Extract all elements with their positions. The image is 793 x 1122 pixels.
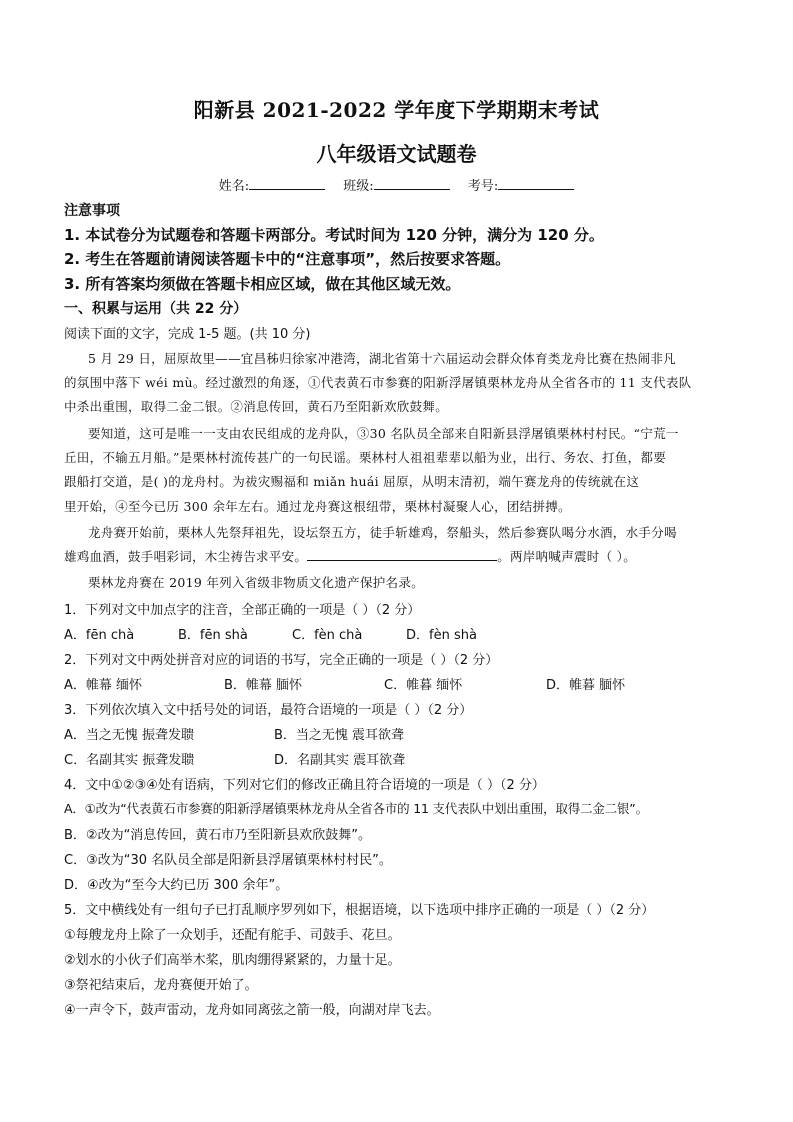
passage-text: 雄鸡血酒，鼓手唱彩词，木尘祷告求平安。 bbox=[64, 549, 308, 564]
class-label: 班级: bbox=[343, 179, 374, 194]
option-c: C．③改为“30 名队员全部是阳新县浮屠镇栗林村村民”。 bbox=[64, 853, 392, 868]
exam-subtitle: 八年级语文试题卷 bbox=[316, 142, 477, 166]
option-c: C．帷暮 缅怀 bbox=[384, 678, 463, 693]
option-c: C．名副其实 振聋发聩 bbox=[64, 753, 195, 768]
sentence-item: ③祭祀结束后，龙舟赛便开始了。 bbox=[64, 978, 258, 993]
option-b: B．帷幕 腼怀 bbox=[224, 678, 303, 693]
option-d: D．帷暮 腼怀 bbox=[546, 678, 626, 693]
note-item: 3. 所有答案均须做在答题卡相应区域，做在其他区域无效。 bbox=[64, 275, 461, 293]
section-instruction: 阅读下面的文字，完成 1-5 题。(共 10 分) bbox=[64, 327, 311, 342]
option-c: C．fèn chà bbox=[292, 628, 363, 643]
passage-line: 要知道，这可是唯一一支由农民组成的龙舟队，③30 名队员全部来自阳新县浮屠镇栗林村村民。“宁荒一 bbox=[88, 426, 679, 441]
option-b: B．fēn shà bbox=[178, 628, 248, 643]
passage-line bbox=[64, 547, 753, 565]
exam-title: 阳新县 2021-2022 学年度下学期期末考试 bbox=[193, 98, 600, 122]
note-item: 1. 本试卷分为试题卷和答题卡两部分。考试时间为 120 分钟，满分为 120 分。 bbox=[64, 226, 604, 244]
passage-line: 跟船打交道，是( )的龙舟村。为祓灾赐福和 miǎn huái 屈原，从明末清初，端午赛龙舟的传统就在这 bbox=[64, 474, 640, 489]
option-d: D．fèn shà bbox=[406, 628, 477, 643]
question-stem: 4．文中①②③④处有语病，下列对它们的修改正确且符合语境的一项是（ ）（2 分） bbox=[64, 778, 545, 793]
student-info-row bbox=[0, 175, 793, 194]
section-heading: 一、积累与运用（共 22 分） bbox=[64, 301, 248, 317]
option-a: A．①改为“代表黄石市参赛的阳新浮屠镇栗林龙舟从全省各市的 11 支代表队中划出重围，取得二金二银”。 bbox=[64, 801, 648, 816]
class-blank bbox=[374, 177, 450, 190]
sentence-item: ①每艘龙舟上除了一众划手，还配有舵手、司鼓手、花旦。 bbox=[64, 928, 401, 943]
note-item: 2. 考生在答题前请阅读答题卡中的“注意事项”，然后按要求答题。 bbox=[64, 250, 511, 268]
option-b: B．②改为“消息传回，黄石市乃至阳新县欢欣鼓舞”。 bbox=[64, 828, 372, 843]
exam-no-blank bbox=[498, 177, 574, 190]
question-stem: 1．下列对文中加点字的注音，全部正确的一项是（ ）（2 分） bbox=[64, 603, 421, 618]
sentence-item: ②划水的小伙子们高举木桨，肌肉绷得紧紧的，力量十足。 bbox=[64, 953, 401, 968]
option-a: A．帷幕 缅怀 bbox=[64, 678, 143, 693]
fill-in-blank bbox=[307, 549, 497, 561]
passage-line: 5 月 29 日，屈原故里——宜昌秭归徐家冲港湾，湖北省第十六届运动会群众体育类龙舟比赛在热闹非凡 bbox=[88, 351, 676, 366]
passage-line: 栗林龙舟赛在 2019 年列入省级非物质文化遗产保护名录。 bbox=[88, 575, 424, 590]
passage-line: 里开始，④至今已历 300 余年左右。通过龙舟赛这根纽带，栗林村凝聚人心，团结拼搏。 bbox=[64, 499, 571, 514]
option-a: A．当之无愧 振聋发聩 bbox=[64, 728, 195, 743]
name-label: 姓名: bbox=[218, 179, 250, 194]
question-stem: 5．文中横线处有一组句子已打乱顺序罗列如下，根据语境，以下选项中排序正确的一项是（ ）（2 分） bbox=[64, 903, 655, 918]
option-a: A．fēn chà bbox=[64, 628, 135, 643]
sentence-item: ④一声令下，鼓声雷动，龙舟如同离弦之箭一般，向湖对岸飞去。 bbox=[64, 1003, 440, 1018]
question-stem: 2．下列对文中两处拼音对应的词语的书写，完全正确的一项是（ ）（2 分） bbox=[64, 653, 499, 668]
question-stem: 3．下列依次填入文中括号处的词语，最符合语境的一项是（ ）（2 分） bbox=[64, 703, 473, 718]
passage-line: 丘田，不输五月船。”是栗林村流传甚广的一句民谣。栗林村人祖祖辈辈以船为业，出行、务农、打鱼，都要 bbox=[64, 450, 667, 465]
passage-line: 的氛围中落下 wéi mù。经过激烈的角逐，①代表黄石市参赛的阳新浮屠镇栗林龙舟从全省各市的 11 支代表队 bbox=[64, 375, 692, 390]
passage-line: 龙舟赛开始前，栗林人先祭拜祖先，设坛祭五方，徒手斩雄鸡，祭船头，然后参赛队喝分水酒，水手分喝 bbox=[88, 525, 677, 540]
name-blank bbox=[249, 177, 325, 190]
option-d: D．④改为“至今大约已历 300 余年”。 bbox=[64, 878, 289, 893]
option-d: D．名副其实 震耳欲聋 bbox=[274, 753, 406, 768]
notes-heading: 注意事项 bbox=[64, 203, 120, 219]
passage-line: 中杀出重围，取得二金二银。②消息传回，黄石乃至阳新欢欣鼓舞。 bbox=[64, 399, 449, 414]
passage-text: 。两岸呐喊声震时（ ）。 bbox=[497, 549, 637, 564]
exam-no-label: 考号: bbox=[467, 179, 499, 194]
option-b: B．当之无愧 震耳欲聋 bbox=[274, 728, 405, 743]
